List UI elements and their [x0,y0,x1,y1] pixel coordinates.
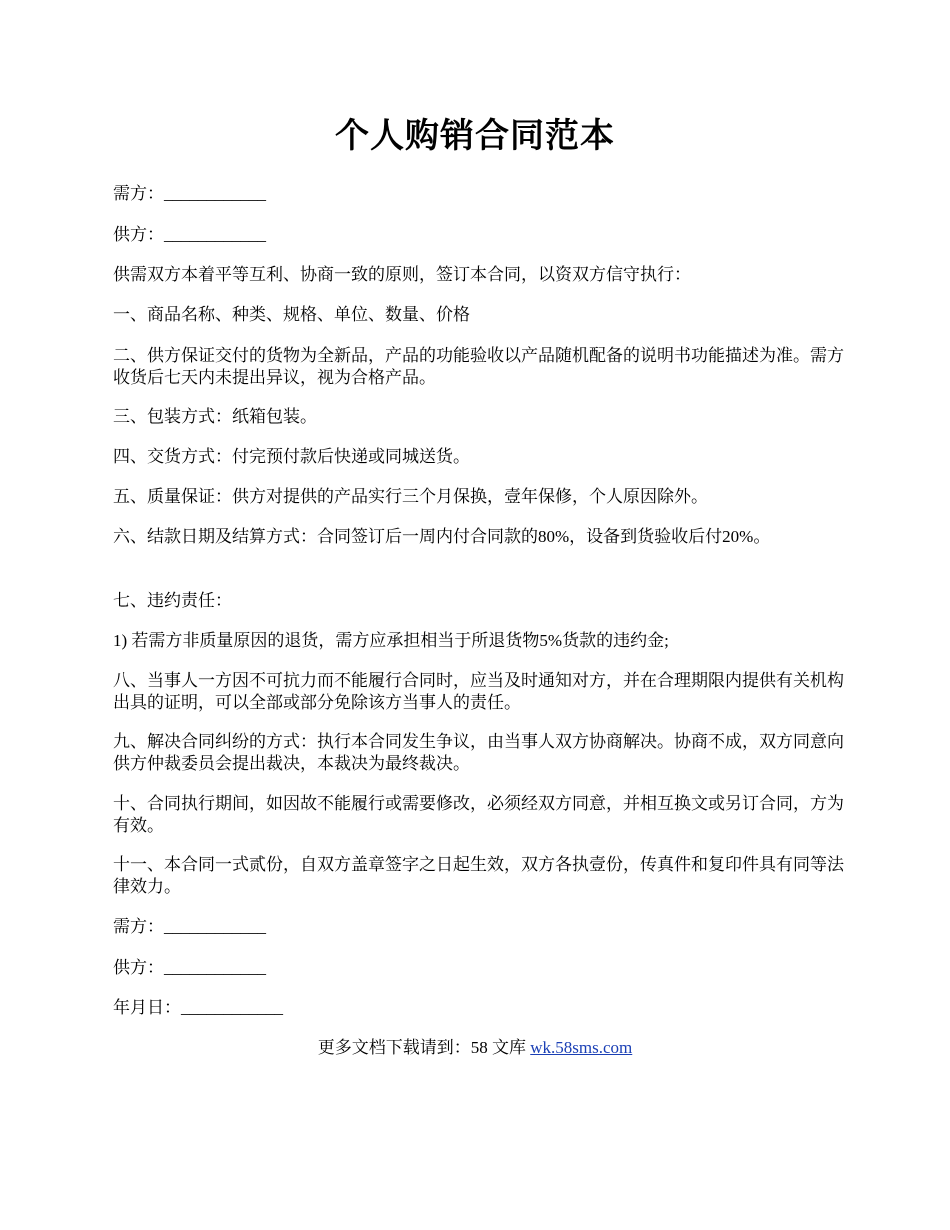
seller-line: 供方：____________ [113,225,266,244]
buyer-line: 需方：____________ [113,184,266,203]
preamble-paragraph: 供需双方本着平等互利、协商一致的原则，签订本合同，以资双方信守执行： [113,265,691,284]
clause-11: 十一、本合同一式贰份，自双方盖章签字之日起生效，双方各执壹份，传真件和复印件具有同等法律效力。 [113,855,844,896]
buyer-signature-line: 需方：____________ [113,917,266,936]
date-line: 年月日：____________ [113,998,283,1017]
clause-1: 一、商品名称、种类、规格、单位、数量、价格 [113,305,470,324]
clause-5: 五、质量保证：供方对提供的产品实行三个月保换，壹年保修，个人原因除外。 [113,487,708,506]
clause-6: 六、结款日期及结算方式：合同签订后一周内付合同款的80%，设备到货验收后付20%。 [113,527,771,546]
document-title: 个人购销合同范本 [335,118,615,155]
footer-link[interactable]: wk.58sms.com [530,1038,633,1057]
footer [0,1037,950,1059]
clause-9: 九、解决合同纠纷的方式：执行本合同发生争议，由当事人双方协商解决。协商不成，双方同意向供方仲裁委员会提出裁决，本裁决为最终裁决。 [113,732,844,773]
footer-text: 更多文档下载请到：58 文库 [317,1038,531,1057]
clause-8: 八、当事人一方因不可抗力而不能履行合同时，应当及时通知对方，并在合理期限内提供有关机构出具的证明，可以全部或部分免除该方当事人的责任。 [113,671,844,712]
clause-3: 三、包装方式：纸箱包装。 [113,407,317,426]
clause-7-item-1: 1) 若需方非质量原因的退货，需方应承担相当于所退货物5%货款的违约金; [113,631,669,650]
seller-signature-line: 供方：____________ [113,958,266,977]
clause-4: 四、交货方式：付完预付款后快递或同城送货。 [113,447,470,466]
clause-2: 二、供方保证交付的货物为全新品，产品的功能验收以产品随机配备的说明书功能描述为准。需方收货后七天内未提出异议，视为合格产品。 [113,346,844,387]
clause-10: 十、合同执行期间，如因故不能履行或需要修改，必须经双方同意，并相互换文或另订合同，方为有效。 [113,794,844,835]
clause-7: 七、违约责任： [113,591,232,610]
